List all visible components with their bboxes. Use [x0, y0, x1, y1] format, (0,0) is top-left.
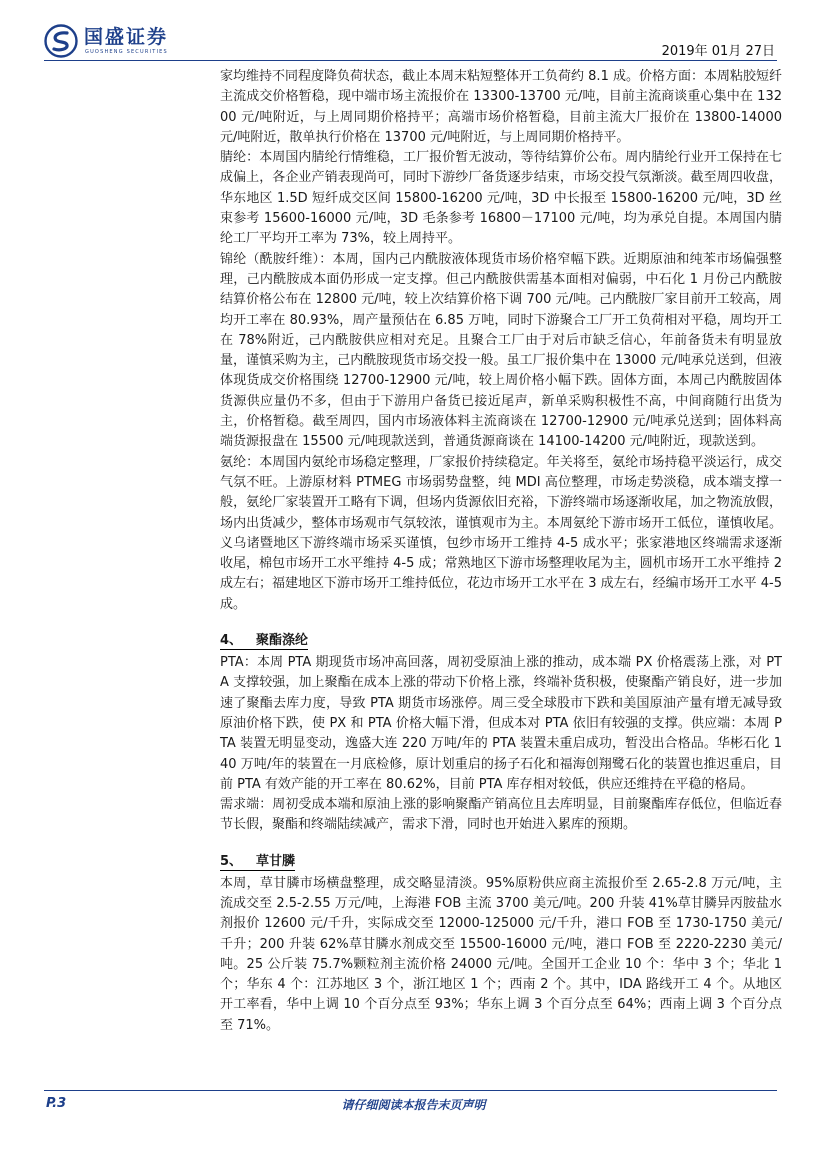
company-logo — [44, 22, 194, 62]
page-number: P.3 — [46, 1096, 67, 1111]
body-paragraph: 需求端：周初受成本端和原油上涨的影响聚酯产销高位且去库明显，目前聚酯库存低位，但临近春节长假，聚酯和终端陆续减产，需求下滑，同时也开始进入累库的预期。 — [220, 797, 782, 833]
section-heading-text — [220, 854, 295, 871]
footer-divider — [44, 1090, 777, 1091]
body-paragraph: 氨纶：本周国内氨纶市场稳定整理，厂家报价持续稳定。年关将至，氨纶市场持稳平淡运行，成交气氛不旺。上游原材料 PTMEG 市场弱势盘整，纯 MDI 高位整理，市场走势淡稳，成本端支撑一般，氨纶厂家装置开工略有下调，但场内货源依旧充裕，下游终端市场逐渐收尾，加之物流放假，场内出货减少，整体市场观市气氛较浓，谨慎观市为主。本周氨纶下游市场开工低位，谨慎收尾。义乌诸暨地区下游终端市场采买谨慎，包纱市场开工维持 4-5 成水平；张家港地区终端需求逐渐收尾，棉包市场开工水平维持 4-5 成；常熟地区下游市场整理收尾为主，圆机市场开工水平维持 2 成左右；福建地区下游市场开工维持低位，花边市场开工水平在 3 成左右，经编市场开工水平 4-5 成。 — [220, 454, 782, 612]
section-heading — [220, 631, 782, 651]
section-number: 5、 — [220, 853, 243, 869]
section-heading — [220, 852, 782, 872]
body-paragraph: 锦纶（酰胺纤维）：本周，国内己内酰胺液体现货市场价格窄幅下跌。近期原油和纯苯市场偏强整理，己内酰胺成本面仍形成一定支撑。但己内酰胺供需基本面相对偏弱，中石化 1 月份己内酰胺结算价格公布在 12800 元/吨，较上次结算价格下调 700 元/吨。己内酰胺厂家目前开工较高，周均开工率在 80.93%，周产量预估在 6.85 万吨，同时下游聚合工厂开工负荷相对平稳，周均开工在 78%附近，己内酰胺供应相对充足。且聚合工厂由于对后市缺乏信心，年前备货未有明显放量，谨慎采购为主，己内酰胺现货市场交投一般。虽工厂报价集中在 13000 元/吨承兑送到，但液体现货成交价格围绕 12700-12900 元/吨，较上周价格小幅下跌。固体方面，本周己内酰胺固体货源供应量仍不多，但由于下游用户备货已接近尾声，新单采购积极性不高，中间商随行出货为主，价格暂稳。截至周四，国内市场液体料主流商谈在 12700-12900 元/吨承兑送到；固体料高端货源报盘在 15500 元/吨现款送到，普通货源商谈在 14100-14200 元/吨附近，现款送到。 — [220, 251, 782, 450]
body-paragraph: 本周，草甘膦市场横盘整理，成交略显清淡。95%原粉供应商主流报价至 2.65-2.8 万元/吨，主流成交至 2.5-2.55 万元/吨，上海港 FOB 主流 3700 美元/吨。200 升装 41%草甘膦异丙胺盐水剂报价 12600 元/千升，实际成交至 12000-125000 元/千升，港口 FOB 至 1730-1750 美元/千升；200 升装 62%草甘膦水剂成交至 15500-16000 元/吨，港口 FOB 至 2220-2230 美元/吨。25 公斤装 75.7%颗粒剂主流价格 24000 元/吨。全国开工企业 10 个：华中 3 个；华北 1 个；华东 4 个：江苏地区 3 个，浙江地区 1 个；西南 2 个。其中，IDA 路线开工 4 个。从地区开工率看，华中上调 10 个百分点至 93%；华东上调 3 个百分点至 64%；西南上调 3 个百分点至 71%。 — [220, 875, 782, 1033]
body-paragraph: 腈纶：本周国内腈纶行情维稳，工厂报价暂无波动，等待结算价公布。周内腈纶行业开工保持在七成偏上，各企业产销表现尚可，同时下游纱厂备货逐步结束，市场交投气氛渐淡。截至周四收盘，华东地区 1.5D 短纤成交区间 15800-16200 元/吨，3D 中长报至 15800-16200 元/吨，3D 丝束参考 15600-16000 元/吨，3D 毛条参考 16800－17100 元/吨，均为承兑自提。本周国内腈纶工厂平均开工率为 73%，较上周持平。 — [220, 150, 782, 247]
report-body — [220, 67, 782, 1036]
body-paragraph: 家均维持不同程度降负荷状态，截止本周末粘短整体开工负荷约 8.1 成。价格方面：本周粘胶短纤主流成交价格暂稳，现中端市场主流报价在 13300-13700 元/吨，目前主流商谈重心集中在 13200 元/吨附近，与上周同期价格持平；高端市场价格暂稳，目前主流大厂报价在 13800-14000 元/吨附近，散单执行价格在 13700 元/吨附近，与上周同期价格持平。 — [220, 69, 782, 145]
section-title: 草甘膦 — [256, 853, 296, 869]
body-paragraph: PTA：本周 PTA 期现货市场冲高回落，周初受原油上涨的推动，成本端 PX 价格震荡上涨，对 PTA 支撑较强，加上聚酯在成本上涨的带动下价格上涨，终端补货积极，使聚酯产销良好，进一步加速了聚酯去库力度，导致 PTA 期货市场涨停。周三受全球股市下跌和美国原油产量有增无减导致原油价格下跌，使 PX 和 PTA 价格大幅下滑，但成本对 PTA 依旧有较强的支撑。供应端：本周 PTA 装置无明显变动，逸盛大连 220 万吨/年的 PTA 装置未重启成功，暂没出合格品。华彬石化 140 万吨/年的装置在一月底检修，原计划重启的扬子石化和福海创翔鹭石化的装置也推迟重启，目前 PTA 有效产能的开工率在 80.62%，目前 PTA 库存相对较低，供应还维持在平稳的格局。 — [220, 655, 782, 792]
section-heading-text — [220, 633, 308, 650]
section-number: 4、 — [220, 633, 243, 649]
header-divider — [44, 60, 777, 61]
footer-disclaimer: 请仔细阅读本报告末页声明 — [341, 1098, 486, 1112]
company-logo-text: 国盛证券 — [84, 26, 169, 48]
section-title: 聚酯涤纶 — [256, 633, 309, 649]
page-header — [0, 0, 827, 66]
company-logo-english: GUOSHENG SECURITIES — [85, 49, 168, 55]
company-logo-icon — [44, 24, 78, 58]
report-date: 2019年 01月 27日 — [661, 44, 775, 59]
